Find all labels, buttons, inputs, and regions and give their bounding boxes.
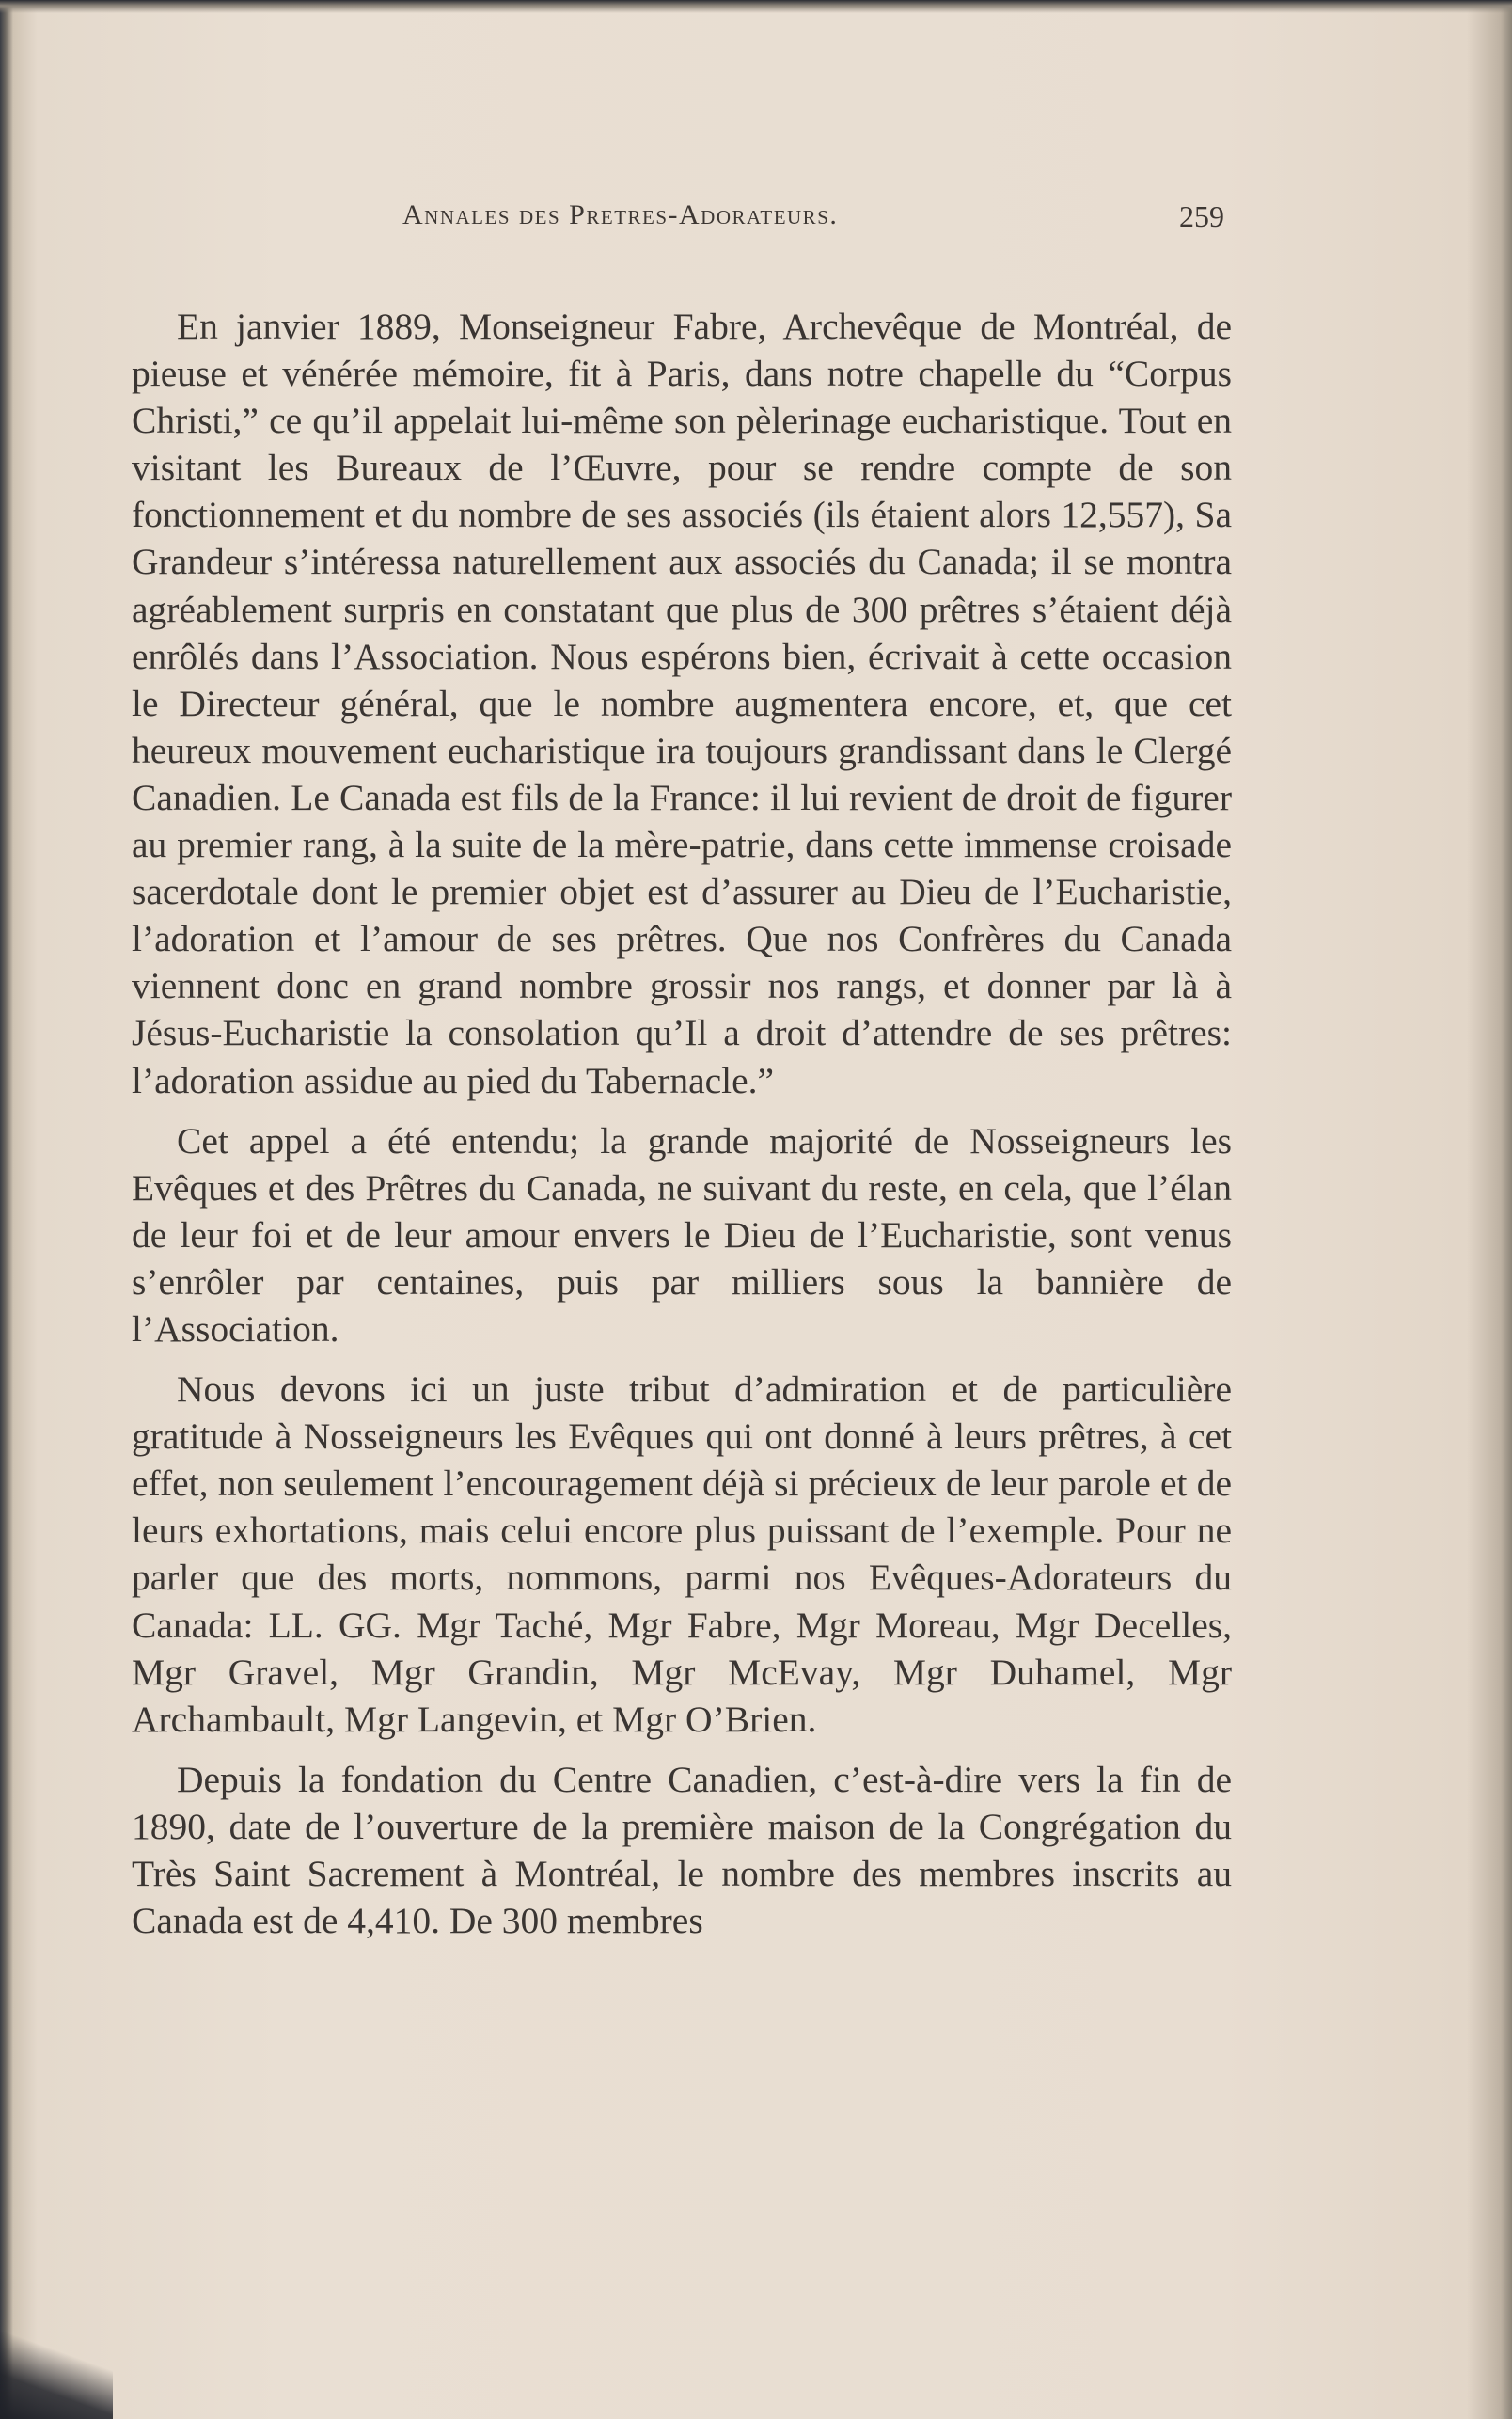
paragraph-2: Cet appel a été entendu; la grande majorité de Nosseigneurs les Evêques et des Prêtres du Canada, ne suivant du reste, en cela, que l’élan de leur foi et de leur amour envers le Dieu de l’Eucharistie, sont venus s’enrôler par centaines, puis par milliers sous la bannière de l’Association. (132, 1119, 1232, 1350)
paragraph-1: En janvier 1889, Monseigneur Fabre, Archevêque de Montréal, de pieuse et vénérée mémoire, fit à Paris, dans notre chapelle du “Corpus Christi,” ce qu’il appelait lui-même son pèlerinage eucharistique. Tout en visitant les Bureaux de l’Œuvre, pour se rendre compte de son fonctionnement et du nombre de ses associés (ils étaient alors 12,557), Sa Grandeur s’intéressa naturellement aux associés du Canada; il se montra agréablement surpris en constatant que plus de 300 prêtres s’étaient déjà enrôlés dans l’Association. Nous espérons bien, écrivait à cette occasion le Directeur général, que le nombre augmentera encore, et, que cet heureux mouvement eucharistique ira toujours grandissant dans le Clergé Canadien. Le Canada est fils de la France: il lui revient de droit de figurer au premier rang, à la suite de la mère-patrie, dans cette immense croisade sacerdotale dont le premier objet est d’assurer au Dieu de l’Eucharistie, l’adoration et l’amour de ses prêtres. Que nos Confrères du Canada viennent donc en grand nombre grossir nos rangs, et donner par là à Jésus-Eucharistie la consolation qu’Il a droit d’attendre de ses prêtres: l’adoration assidue au pied du Tabernacle.” (132, 306, 1232, 1101)
page-number: 259 (1179, 199, 1224, 233)
running-title: Annales des Pretres-Adorateurs. (402, 199, 839, 230)
paragraph-4: Depuis la fondation du Centre Canadien, c’est-à-dire vers la fin de 1890, date de l’ouverture de la première maison de la Congrégation du Très Saint Sacrement à Montréal, le nombre des membres inscrits au Canada est de 4,410. De 300 membres (132, 1758, 1232, 1942)
page-body (132, 303, 1232, 1944)
paragraph-3: Nous devons ici un juste tribut d’admiration et de particulière gratitude à Nosseigneurs les Evêques qui ont donné à leurs prêtres, à cet effet, non seulement l’encouragement déjà si précieux de leur parole et de leurs exhortations, mais celui encore plus puissant de l’exemple. Pour ne parler que des morts, nommons, parmi nos Evêques-Adorateurs du Canada: LL. GG. Mgr Taché, Mgr Fabre, Mgr Moreau, Mgr Decelles, Mgr Gravel, Mgr Grandin, Mgr McEvay, Mgr Duhamel, Mgr Archambault, Mgr Langevin, et Mgr O’Brien. (132, 1368, 1232, 1740)
